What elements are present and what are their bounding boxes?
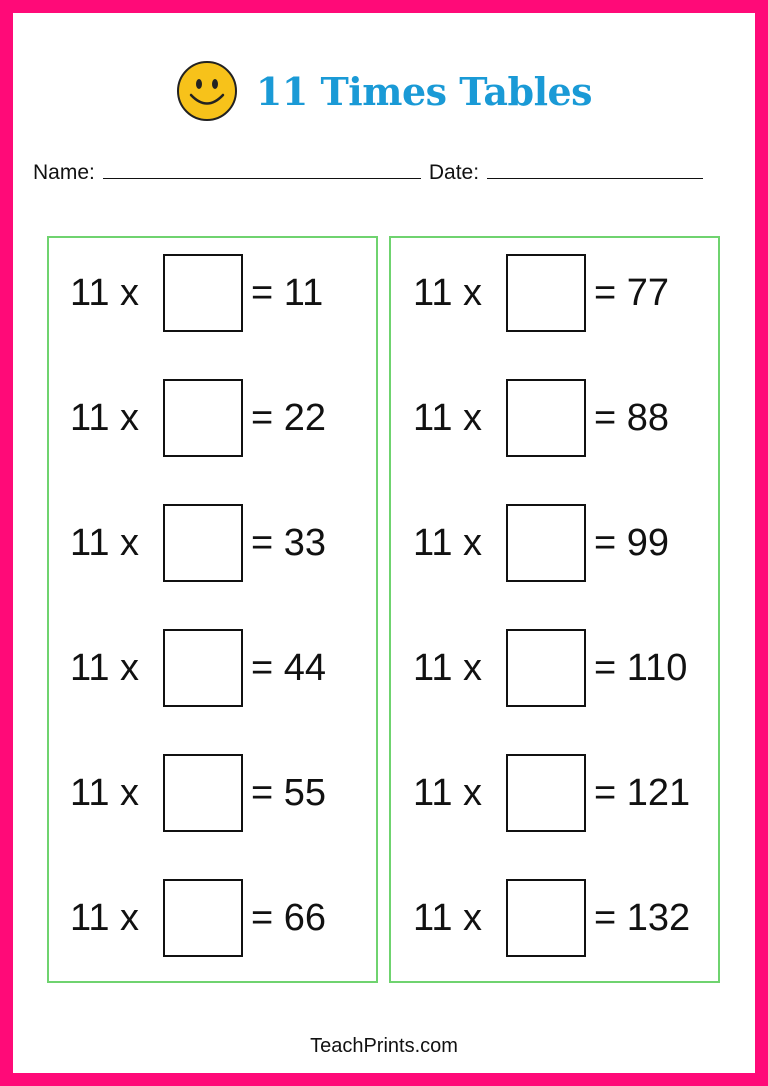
equation-lhs: 11 x (413, 521, 483, 564)
answer-box[interactable] (506, 754, 586, 832)
equation-row (413, 504, 669, 582)
date-label: Date: (428, 161, 480, 184)
answer-box[interactable] (163, 254, 243, 332)
equation-lhs: 11 x (413, 271, 483, 314)
name-label: Name: (33, 161, 95, 184)
answer-box[interactable] (163, 504, 243, 582)
equation-rhs: = 11 (251, 271, 324, 314)
answer-box[interactable] (506, 879, 586, 957)
left-panel (47, 236, 378, 983)
answer-box[interactable] (506, 504, 586, 582)
name-date-line (33, 160, 711, 185)
date-field[interactable] (487, 160, 703, 179)
equation-rhs: = 77 (594, 271, 670, 314)
equation-lhs: 11 x (70, 271, 140, 314)
equation-row (70, 254, 323, 332)
equation-row (413, 629, 687, 707)
equation-rhs: = 110 (594, 646, 688, 689)
equation-rhs: = 99 (594, 521, 670, 564)
equation-rhs: = 55 (251, 771, 327, 814)
equation-rhs: = 132 (594, 896, 691, 939)
equation-row (70, 379, 326, 457)
name-field[interactable] (103, 160, 421, 179)
equation-row (413, 379, 669, 457)
equation-rhs: = 33 (251, 521, 327, 564)
equation-rhs: = 22 (251, 396, 327, 439)
equation-lhs: 11 x (70, 396, 140, 439)
equation-lhs: 11 x (70, 896, 140, 939)
equation-row (70, 504, 326, 582)
equation-row (413, 879, 690, 957)
equation-lhs: 11 x (70, 646, 140, 689)
equation-row (70, 879, 326, 957)
equation-row (413, 254, 669, 332)
answer-box[interactable] (506, 629, 586, 707)
answer-box[interactable] (163, 754, 243, 832)
footer-brand: TeachPrints.com (310, 1035, 458, 1057)
answer-box[interactable] (506, 254, 586, 332)
answer-box[interactable] (163, 379, 243, 457)
answer-box[interactable] (163, 629, 243, 707)
equation-lhs: 11 x (413, 396, 483, 439)
equation-rhs: = 44 (251, 646, 327, 689)
smiley-icon (176, 60, 238, 122)
equation-lhs: 11 x (70, 771, 140, 814)
equation-lhs: 11 x (413, 771, 483, 814)
equation-row (70, 754, 326, 832)
equation-rhs: = 121 (594, 771, 691, 814)
equation-rhs: = 66 (251, 896, 327, 939)
page-title: 11 Times Tables (255, 68, 593, 114)
equation-lhs: 11 x (413, 646, 483, 689)
equation-lhs: 11 x (70, 521, 140, 564)
equation-lhs: 11 x (413, 896, 483, 939)
header (0, 60, 768, 122)
answer-box[interactable] (506, 379, 586, 457)
equation-row (70, 629, 326, 707)
equation-rhs: = 88 (594, 396, 670, 439)
answer-box[interactable] (163, 879, 243, 957)
right-panel (389, 236, 720, 983)
equation-row (413, 754, 690, 832)
